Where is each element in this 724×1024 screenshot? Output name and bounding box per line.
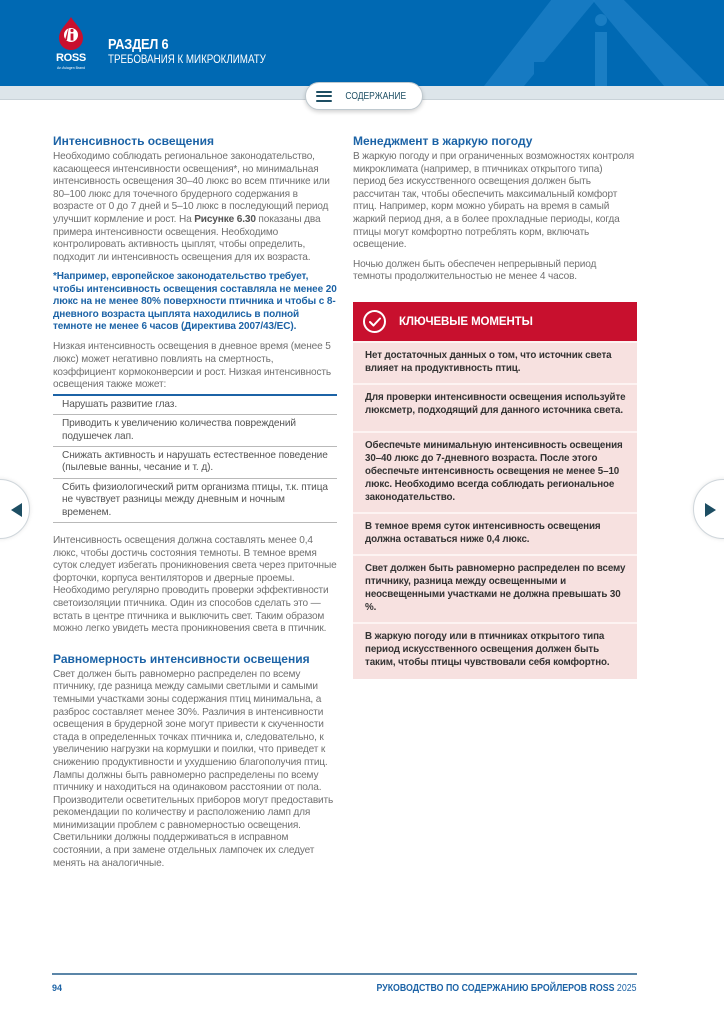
next-page-button[interactable] <box>693 479 724 539</box>
legislation-note: *Например, европейское законодательство требует, чтобы интенсивность освещения составляла не менее 20 люкс на не менее 80% поверхности птичника и чтобы с 8-дневного возраста цыплята находились в полной темноте не менее 6 часов (Директива 2007/43/EC). <box>53 271 337 332</box>
paragraph-light-uniformity: Свет должен быть равномерно распределен по всему птичнику, где разница между самыми светлыми и самыми темными участками зоны содержания птиц минимальна, а разброс составляет менее 30%. Различия в интенсивности освещения в брудерной зоне могут привести к скученности стада в определенных точках птичника и, следовательно, к увеличению нагрузки на кормушки и поилки, что приведет к снижению продуктивности и ухудшению благополучия птиц. Лампы должны быть равномерно распределены по всему птичнику и находиться на одинаковом расстоянии от пола. Производители осветительных приборов могут предоставить рекомендации по количеству и расположению ламп для минимизации проблем с равномерностью освещения. Светильники должны поддерживаться в исправном состоянии, а при замене отдельных лампочек их следует менять на аналогичные. <box>53 668 334 869</box>
key-points-title: КЛЮЧЕВЫЕ МОМЕНТЫ <box>399 315 533 328</box>
list-item: Сбить физиологический ритм организма птицы, т.к. птица не чувствует разницы между дневным и ночным временем. <box>53 479 337 523</box>
key-point-item: Свет должен быть равномерно распределен по всему птичнику, разница между освещенными и неосвещенными участками не должна превышать 30 %. <box>353 554 637 622</box>
key-point-item: В темное время суток интенсивность освещения должна оставаться ниже 0,4 люкс. <box>353 512 637 554</box>
key-point-item: Обеспечьте минимальную интенсивность освещения 30–40 люкс до 7-дневного возраста. После этого обеспечьте интенсивность освещения не менее 5–10 люкс. Необходимо всегда соблюдать региональное законодательство. <box>353 431 637 512</box>
figure-reference[interactable]: Рисунке 6.30 <box>194 213 256 225</box>
key-point-item: Для проверки интенсивности освещения используйте люксметр, подходящий для данного источника света. <box>353 383 637 431</box>
paragraph-darkness: Интенсивность освещения должна составлять менее 0,4 люкс, чтобы достичь состояния темноты. В темное время суток следует избегать проникновения света через приточные форточки, корпуса вентиляторов и дверные проемы. Необходимо регулярно проводить проверки эффективности светоизоляции птичника. Один из способов сделать это — встать в центре птичника и выключить свет. Таким образом можно легко увидеть места проникновения света в птичник. <box>53 535 337 635</box>
brand-watermark-icon <box>464 0 724 86</box>
effects-list <box>53 394 337 523</box>
paragraph-night-darkness: Ночью должен быть обеспечен непрерывный период темноты продолжительностью не менее 4 часов. <box>353 258 597 283</box>
heading-light-uniformity: Равномерность интенсивности освещения <box>53 651 310 666</box>
logo-text: ROSS <box>56 52 86 64</box>
list-item: Нарушать развитие глаз. <box>53 396 337 415</box>
ross-logo[interactable] <box>48 16 94 78</box>
section-label: РАЗДЕЛ 6 <box>108 36 169 53</box>
section-title: ТРЕБОВАНИЯ К МИКРОКЛИМАТУ <box>108 54 266 66</box>
menu-icon <box>316 91 332 102</box>
text-span: показаны два примера интенсивности освещения. Необходимо контролировать активность цыплят, чтобы определить, подходит ли интенсивность освещения для их возраста. <box>53 213 321 263</box>
left-column <box>53 134 337 877</box>
arrow-right-icon <box>705 503 716 517</box>
paragraph-hot-weather: В жаркую погоду и при ограниченных возможностях контроля микроклимата (например, в птичниках открытого типа) период без искусственного освещения должен быть рассчитан так, чтобы обеспечить максимальный комфорт птиц. Например, корм можно убирать на время в самый жаркий период дня, а в более прохладные периоды, когда птицы могут комфортно потреблять корм, включать освещение. <box>353 151 635 251</box>
list-item: Приводить к увеличению количества повреждений подушечек лап. <box>53 415 337 447</box>
heading-light-intensity: Интенсивность освещения <box>53 134 214 148</box>
footer-title <box>377 983 637 994</box>
heading-hot-weather: Менеджмент в жаркую погоду <box>353 134 533 148</box>
page-number: 94 <box>52 983 63 993</box>
list-item: Снижать активность и нарушать естественное поведение (пылевые ванны, чесание и т. д). <box>53 447 337 479</box>
footer-divider <box>52 973 637 975</box>
key-points-box <box>353 302 637 679</box>
right-column <box>353 134 637 291</box>
arrow-left-icon <box>11 503 22 517</box>
footer-title-text: РУКОВОДСТВО ПО СОДЕРЖАНИЮ БРОЙЛЕРОВ ROSS <box>376 983 615 994</box>
toc-label: СОДЕРЖАНИЕ <box>345 90 407 102</box>
page-header <box>0 0 724 86</box>
text-span: Необходимо соблюдать региональное законодательство, касающееся интенсивности освещения*, но минимальная интенсивность освещения 30–40 люкс во всем птичнике или 80–100 люкс для точечного брудерного содержания в возрасте от 0 до 7 дней и 5–10 люкс в последующий период улучшит кормление и рост. На <box>53 151 330 225</box>
paragraph-light-intensity <box>53 151 337 264</box>
check-circle-icon <box>363 310 386 333</box>
key-point-item: В жаркую погоду или в птичниках открытого типа период искусственного освещения должен быть таким, чтобы птицы чувствовали себя комфортно. <box>353 622 637 679</box>
paragraph-low-intensity: Низкая интенсивность освещения в дневное время (менее 5 люкс) может негативно повлиять на смертность, коэффициент кормоконверсии и рост. Низкая интенсивность освещения также может: <box>53 341 331 391</box>
key-point-item: Нет достаточных данных о том, что источник света влияет на продуктивность птиц. <box>353 341 637 383</box>
footer-year: 2025 <box>617 983 637 994</box>
logo-subtext: An Aviagen Brand <box>57 66 85 70</box>
table-of-contents-button[interactable] <box>305 82 423 110</box>
ross-drop-icon <box>48 16 94 52</box>
key-points-header <box>353 302 637 341</box>
previous-page-button[interactable] <box>0 479 30 539</box>
